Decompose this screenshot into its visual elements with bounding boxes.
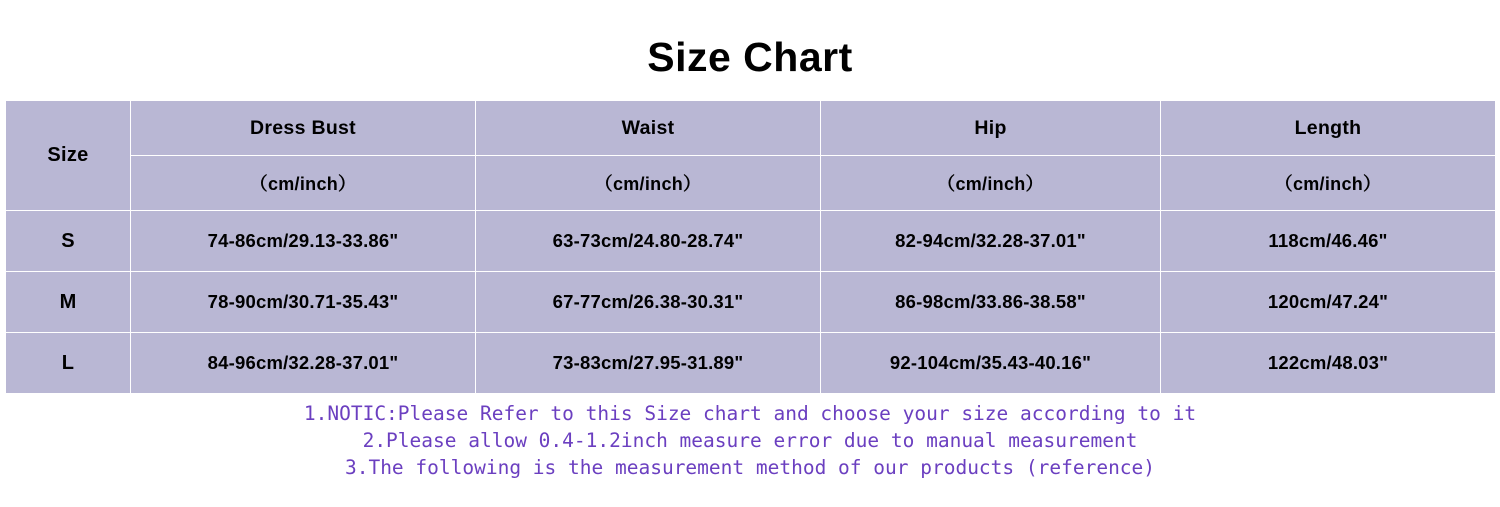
cell-bust: 74-86cm/29.13-33.86" [131, 211, 476, 272]
notes-block [0, 400, 1500, 481]
cell-waist: 67-77cm/26.38-30.31" [476, 272, 821, 333]
cell-size: S [6, 211, 131, 272]
page-title: Size Chart [647, 34, 853, 80]
cell-waist: 63-73cm/24.80-28.74" [476, 211, 821, 272]
header-size: Size [6, 101, 131, 211]
table-row [6, 211, 1496, 272]
header-dress-bust: Dress Bust [131, 101, 476, 156]
header-hip-unit: （cm/inch） [821, 156, 1161, 211]
header-waist-unit: （cm/inch） [476, 156, 821, 211]
cell-length: 118cm/46.46" [1161, 211, 1496, 272]
header-waist: Waist [476, 101, 821, 156]
table-row [6, 333, 1496, 394]
header-length: Length [1161, 101, 1496, 156]
cell-hip: 92-104cm/35.43-40.16" [821, 333, 1161, 394]
header-length-unit: （cm/inch） [1161, 156, 1496, 211]
header-dress-bust-unit: （cm/inch） [131, 156, 476, 211]
cell-bust: 84-96cm/32.28-37.01" [131, 333, 476, 394]
table-header-row-units [6, 156, 1496, 211]
table-header-row-names [6, 101, 1496, 156]
cell-hip: 82-94cm/32.28-37.01" [821, 211, 1161, 272]
cell-size: L [6, 333, 131, 394]
cell-waist: 73-83cm/27.95-31.89" [476, 333, 821, 394]
cell-length: 122cm/48.03" [1161, 333, 1496, 394]
cell-hip: 86-98cm/33.86-38.58" [821, 272, 1161, 333]
size-chart-table [5, 100, 1496, 394]
note-line-3: 3.The following is the measurement method of our products (reference) [344, 456, 1156, 479]
cell-bust: 78-90cm/30.71-35.43" [131, 272, 476, 333]
note-line-2: 2.Please allow 0.4-1.2inch measure error due to manual measurement [362, 429, 1138, 452]
cell-length: 120cm/47.24" [1161, 272, 1496, 333]
header-hip: Hip [821, 101, 1161, 156]
note-line-1: 1.NOTIC:Please Refer to this Size chart and choose your size according to it [303, 402, 1197, 425]
cell-size: M [6, 272, 131, 333]
table-row [6, 272, 1496, 333]
